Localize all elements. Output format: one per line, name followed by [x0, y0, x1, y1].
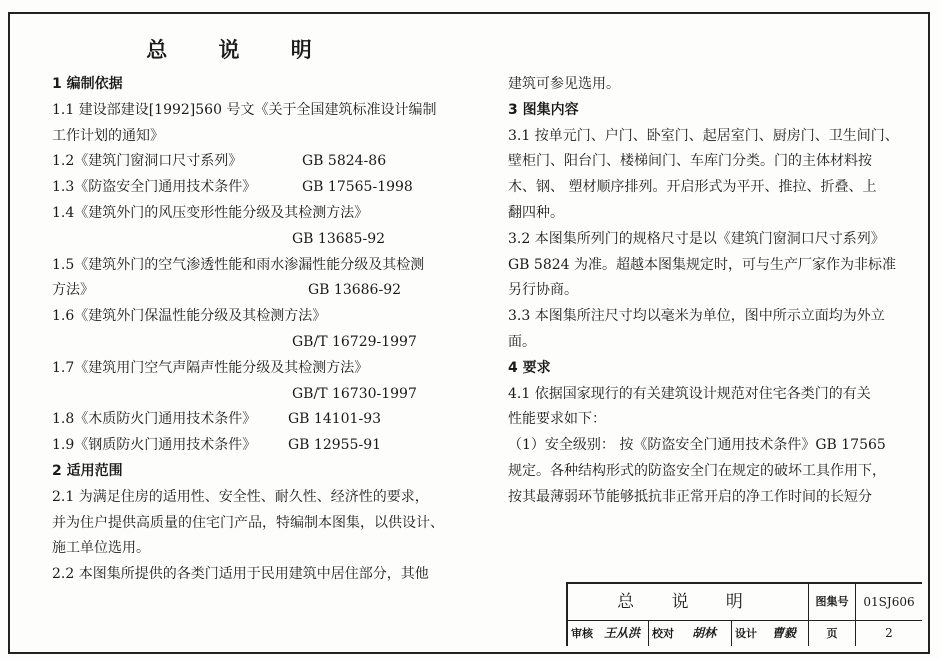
- text-line: 方法》: [52, 282, 94, 299]
- page-number: 2: [885, 626, 893, 640]
- section-heading: 2 适用范围: [52, 462, 123, 479]
- right-column: [508, 72, 908, 511]
- standard-code: GB 13686-92: [308, 282, 402, 299]
- standard-code: GB/T 16729-1997: [292, 333, 417, 350]
- text-line: 并为住户提供高质量的住宅门产品，特编制本图集，以供设计、: [52, 514, 444, 531]
- section-heading: 3 图集内容: [508, 101, 579, 118]
- review-signature: 王从洪: [603, 626, 640, 640]
- standard-item: [52, 407, 472, 433]
- text-line: 3.3 本图集所注尺寸均以毫米为单位，图中所示立面均为外立: [508, 308, 885, 325]
- design-label: 设计: [735, 627, 757, 640]
- check-signature: 胡林: [691, 626, 716, 640]
- standard-code: GB 14101-93: [288, 411, 382, 428]
- design-signature: 曹毅: [771, 626, 796, 640]
- title-block: [566, 582, 922, 646]
- standard-item: [52, 149, 472, 175]
- standard-code: GB 17565-1998: [302, 179, 413, 196]
- standard-code: GB/T 16730-1997: [292, 385, 417, 402]
- title-block-top-row: [568, 584, 922, 621]
- text-line: 木、钢、 塑材顺序排列。开启形式为平开、推拉、折叠、上: [508, 179, 877, 196]
- text-line: 3.2 本图集所列门的规格尺寸是以《建筑门窗洞口尺寸系列》: [508, 230, 885, 247]
- standard-name: 1.8《木质防火门通用技术条件》: [52, 411, 257, 428]
- section-heading: 1 编制依据: [52, 76, 123, 92]
- standard-item: [52, 175, 472, 201]
- left-column: [52, 72, 472, 588]
- standard-name: 1.3《防盗安全门通用技术条件》: [52, 179, 257, 196]
- drawing-sheet: [8, 12, 930, 654]
- standard-name: 1.4《建筑外门的风压变形性能分级及其检测方法》: [52, 204, 369, 221]
- text-line: 翻四种。: [508, 204, 564, 221]
- title-block-bottom-row: [568, 621, 922, 646]
- text-line: 另行协商。: [508, 282, 578, 299]
- text-line: 建筑可参见选用。: [508, 76, 620, 92]
- text-line: 2.2 本图集所提供的各类门适用于民用建筑中居住部分，其他: [52, 566, 429, 583]
- standard-name: 1.2《建筑门窗洞口尺寸系列》: [52, 153, 243, 170]
- text-line: 壁柜门、阳台门、楼梯间门、车库门分类。门的主体材料按: [508, 153, 872, 170]
- text-line: 按其最薄弱环节能够抵抗非正常开启的净工作时间的长短分: [508, 488, 872, 505]
- text-line: GB 5824 为准。超越本图集规定时，可与生产厂家作为非标准: [508, 256, 896, 273]
- standard-name: 1.6《建筑外门保温性能分级及其检测方法》: [52, 308, 327, 325]
- title-block-name: 总 说 明: [568, 584, 809, 620]
- check-label: 校对: [652, 627, 674, 640]
- standard-name: 1.9《钢质防火门通用技术条件》: [52, 437, 257, 454]
- text-line: 工作计划的通知》: [52, 127, 164, 144]
- page-label: 页: [826, 627, 838, 640]
- standard-code: GB 13685-92: [292, 230, 386, 247]
- page-title: 总 说 明: [146, 38, 334, 62]
- text-line: 1.5《建筑外门的空气渗透性能和雨水渗漏性能分级及其检测: [52, 256, 425, 273]
- section-heading: 4 要求: [508, 359, 551, 376]
- text-line: 3.1 按单元门、户门、卧室门、起居室门、厨房门、卫生间门、: [508, 127, 899, 144]
- atlas-number: 01SJ606: [863, 595, 915, 609]
- standard-code: GB 5824-86: [302, 153, 387, 170]
- standard-name: 1.7《建筑用门空气声隔声性能分级及其检测方法》: [52, 359, 369, 376]
- text-line: 2.1 为满足住房的适用性、安全性、耐久性、经济性的要求，: [52, 488, 429, 505]
- standard-item: [52, 278, 472, 304]
- text-line: 4.1 依据国家现行的有关建筑设计规范对住宅各类门的有关: [508, 385, 871, 402]
- text-line: 规定。各种结构形式的防盗安全门在规定的破坏工具作用下，: [508, 462, 886, 479]
- atlas-number-label: 图集号: [809, 584, 856, 620]
- text-line: 面。: [508, 333, 536, 350]
- text-line: 性能要求如下：: [508, 411, 606, 428]
- text-line: 1.1 建设部建设[1992]560 号文《关于全国建筑标准设计编制: [52, 101, 437, 118]
- review-label: 审核: [571, 627, 593, 640]
- standard-code: GB 12955-91: [288, 437, 382, 454]
- standard-item: [52, 433, 472, 459]
- text-line: （1）安全级别： 按《防盗安全门通用技术条件》GB 17565: [508, 437, 886, 454]
- text-line: 施工单位选用。: [52, 540, 150, 557]
